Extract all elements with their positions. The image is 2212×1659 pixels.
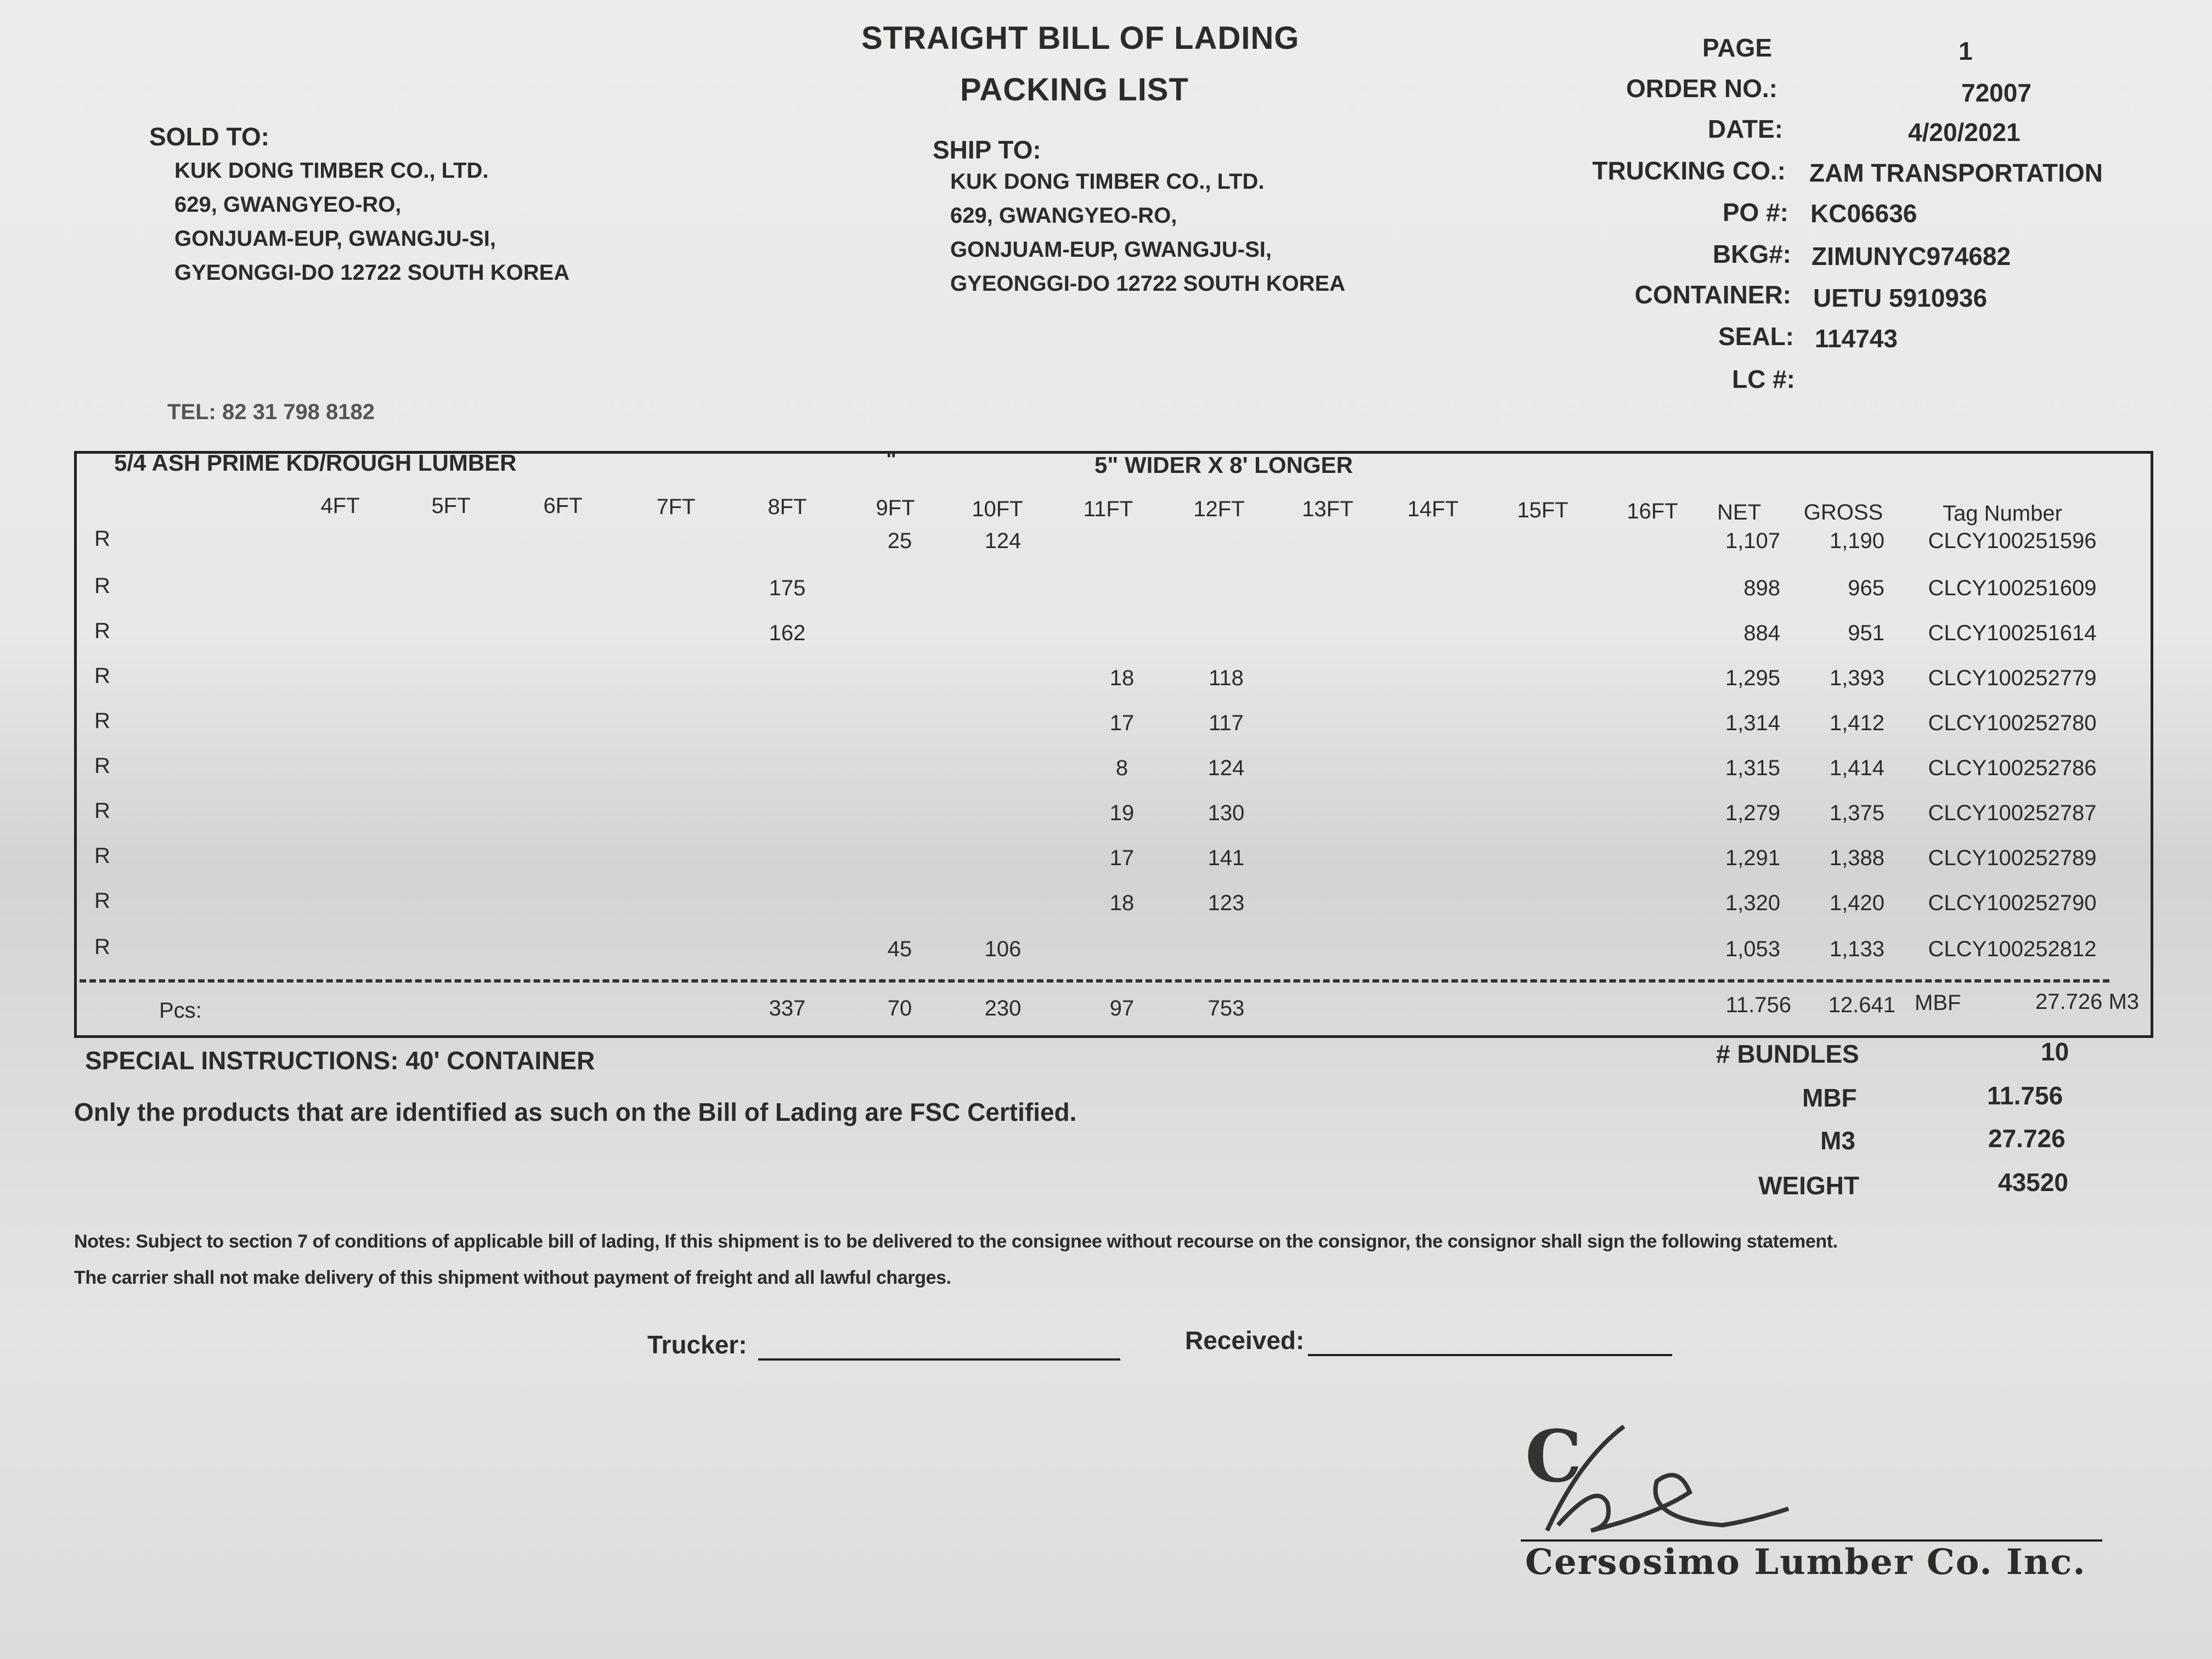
row-cell-c9: 25 [887, 529, 912, 553]
row-cell-c11: 18 [1109, 666, 1135, 690]
col-header-tag-number: Tag Number [1943, 501, 2062, 526]
quote-mark: " [886, 448, 896, 472]
total-11ft: 97 [1109, 996, 1135, 1020]
sold-to-address [174, 154, 569, 290]
total-12ft: 753 [1207, 996, 1245, 1020]
total-unit: MBF [1915, 991, 1961, 1015]
row-grade: R [94, 799, 110, 823]
page-value: 1 [1959, 37, 1973, 65]
sold-to-label: SOLD TO: [149, 122, 269, 151]
row-grade: R [94, 754, 110, 778]
ship-to-line: 629, GWANGYEO-RO, [950, 204, 1177, 228]
received-label: Received: [1185, 1326, 1305, 1355]
lc-label: LC #: [1732, 365, 1795, 393]
row-cell-net: 898 [1743, 576, 1780, 600]
trucking-co-label: TRUCKING CO.: [1592, 156, 1786, 185]
row-cell-gross: 1,190 [1829, 529, 1884, 553]
trucker-label: Trucker: [647, 1330, 747, 1359]
row-cell-c11: 17 [1109, 711, 1135, 735]
row-grade: R [94, 619, 110, 643]
row-cell-tag: CLCY100252790 [1928, 891, 2097, 915]
pcs-label: Pcs: [159, 998, 202, 1023]
bundles-label: # BUNDLES [1716, 1040, 1859, 1068]
row-cell-tag: CLCY100252779 [1928, 666, 2097, 690]
special-instructions: SPECIAL INSTRUCTIONS: 40' CONTAINER [85, 1046, 595, 1075]
date-value: 4/20/2021 [1908, 118, 2021, 146]
row-cell-tag: CLCY100252789 [1928, 846, 2097, 870]
row-cell-gross: 965 [1848, 576, 1884, 600]
row-cell-gross: 1,133 [1829, 937, 1884, 961]
received-signature-line [1308, 1354, 1672, 1356]
row-cell-c8: 175 [769, 576, 806, 600]
bkg-label: BKG#: [1712, 240, 1791, 268]
row-cell-gross: 1,420 [1829, 891, 1884, 915]
col-header-7ft: 7FT [656, 495, 696, 519]
row-cell-gross: 1,412 [1829, 711, 1884, 735]
row-cell-net: 1,291 [1725, 846, 1780, 870]
row-cell-net: 1,314 [1725, 711, 1780, 735]
container-label: CONTAINER: [1634, 280, 1791, 309]
bkg-value: ZIMUNYC974682 [1812, 242, 2011, 270]
row-cell-c11: 8 [1115, 756, 1128, 780]
row-cell-gross: 951 [1848, 621, 1884, 645]
row-cell-net: 884 [1743, 621, 1780, 645]
col-header-8ft: 8FT [768, 495, 807, 519]
row-cell-c8: 162 [769, 621, 806, 645]
col-header-9ft: 9FT [876, 496, 915, 520]
row-cell-c9: 45 [887, 937, 912, 961]
m3-label: M3 [1820, 1126, 1855, 1155]
row-grade: R [94, 527, 110, 551]
row-grade: R [94, 574, 110, 598]
row-cell-gross: 1,375 [1829, 801, 1884, 825]
row-cell-c12: 117 [1209, 711, 1244, 735]
row-cell-tag: CLCY100252787 [1928, 801, 2097, 825]
row-cell-c11: 17 [1109, 846, 1135, 870]
bundles-value: 10 [2041, 1037, 2069, 1066]
row-cell-tag: CLCY100252812 [1928, 937, 2097, 961]
row-cell-c10: 106 [984, 937, 1022, 961]
row-cell-c11: 18 [1109, 891, 1135, 915]
seal-value: 114743 [1815, 324, 1898, 353]
container-value: UETU 5910936 [1813, 284, 1988, 312]
col-header-14ft: 14FT [1407, 497, 1459, 521]
sold-to-line: GYEONGGI-DO 12722 SOUTH KOREA [174, 261, 570, 285]
product-spec: 5" WIDER X 8' LONGER [1094, 452, 1353, 478]
ship-to-line: GYEONGGI-DO 12722 SOUTH KOREA [950, 272, 1346, 296]
row-cell-tag: CLCY100252786 [1928, 756, 2097, 780]
company-logo-signature [1514, 1415, 1799, 1550]
page-label: PAGE [1702, 33, 1772, 62]
row-cell-tag: CLCY100252780 [1928, 711, 2097, 735]
row-cell-net: 1,107 [1725, 529, 1780, 553]
date-label: DATE: [1707, 115, 1783, 143]
row-cell-c12: 124 [1207, 756, 1245, 780]
row-cell-c12: 123 [1207, 891, 1245, 915]
col-header-4ft: 4FT [320, 494, 360, 518]
company-name: Cersosimo Lumber Co. Inc. [1525, 1542, 2086, 1583]
row-cell-tag: CLCY100251609 [1928, 576, 2097, 600]
sold-to-line: GONJUAM-EUP, GWANGJU-SI, [174, 227, 496, 251]
mbf-label: MBF [1802, 1084, 1857, 1112]
sold-to-line: 629, GWANGYEO-RO, [174, 193, 402, 217]
row-cell-c12: 118 [1209, 666, 1244, 690]
table-divider [80, 979, 2109, 983]
order-no-label: ORDER NO.: [1626, 74, 1778, 103]
row-cell-gross: 1,393 [1829, 666, 1884, 690]
notes-line-2: The carrier shall not make delivery of this shipment without payment of freight and all lawful charges. [74, 1267, 951, 1288]
document-title: STRAIGHT BILL OF LADING [861, 20, 1300, 56]
ship-to-line: KUK DONG TIMBER CO., LTD. [950, 170, 1265, 194]
seal-label: SEAL: [1718, 322, 1794, 351]
po-value: KC06636 [1810, 199, 1917, 228]
row-cell-net: 1,053 [1725, 937, 1780, 961]
weight-label: WEIGHT [1758, 1171, 1859, 1200]
ship-to-address [950, 165, 1345, 301]
row-grade: R [94, 709, 110, 733]
row-cell-gross: 1,388 [1829, 846, 1884, 870]
mbf-value: 11.756 [1987, 1081, 2063, 1110]
col-header-15ft: 15FT [1517, 498, 1568, 522]
row-grade: R [94, 844, 110, 868]
row-cell-gross: 1,414 [1829, 756, 1884, 780]
col-header-11ft: 11FT [1083, 497, 1133, 521]
row-cell-c11: 19 [1109, 801, 1135, 825]
total-8ft: 337 [769, 996, 806, 1020]
svg-text:C: C [1525, 1415, 1582, 1498]
total-m3: 27.726 M3 [2035, 990, 2140, 1014]
row-grade: R [94, 664, 110, 688]
col-header-16ft: 16FT [1627, 499, 1678, 523]
total-9ft: 70 [887, 996, 912, 1020]
col-header-12ft: 12FT [1193, 497, 1245, 521]
row-cell-c12: 141 [1207, 846, 1245, 870]
col-header-13ft: 13FT [1302, 497, 1353, 521]
row-cell-net: 1,279 [1725, 801, 1780, 825]
row-cell-tag: CLCY100251614 [1928, 621, 2097, 645]
col-header-net: NET [1717, 500, 1761, 524]
row-cell-net: 1,295 [1725, 666, 1780, 690]
total-10ft: 230 [984, 996, 1022, 1020]
col-header-gross: GROSS [1803, 500, 1883, 524]
sold-to-tel: TEL: 82 31 798 8182 [167, 400, 375, 424]
m3-value: 27.726 [1988, 1124, 2066, 1153]
row-cell-net: 1,315 [1725, 756, 1780, 780]
fsc-note: Only the products that are identified as such on the Bill of Lading are FSC Certified. [74, 1098, 1077, 1126]
order-no-value: 72007 [1961, 78, 2032, 107]
row-cell-net: 1,320 [1725, 891, 1780, 915]
product-description: 5/4 ASH PRIME KD/ROUGH LUMBER [114, 450, 517, 476]
total-gross: 12.641 [1828, 993, 1895, 1017]
po-label: PO #: [1722, 198, 1788, 227]
ship-to-line: GONJUAM-EUP, GWANGJU-SI, [950, 238, 1272, 262]
row-grade: R [94, 889, 110, 913]
trucker-signature-line [758, 1358, 1120, 1361]
row-cell-tag: CLCY100251596 [1928, 529, 2097, 553]
weight-value: 43520 [1998, 1168, 2068, 1197]
row-grade: R [94, 935, 110, 959]
document-subtitle: PACKING LIST [960, 72, 1189, 108]
col-header-5ft: 5FT [431, 494, 471, 518]
row-cell-c12: 130 [1207, 801, 1245, 825]
ship-to-label: SHIP TO: [933, 136, 1041, 164]
notes-line-1: Notes: Subject to section 7 of conditions of applicable bill of lading, If this shipment is to be delivered to the consignee without recourse on the consignor, the consignor shall sign the following statement. [74, 1231, 1838, 1252]
sold-to-line: KUK DONG TIMBER CO., LTD. [174, 159, 489, 183]
col-header-10ft: 10FT [972, 497, 1023, 521]
col-header-6ft: 6FT [543, 494, 583, 518]
trucking-co-value: ZAM TRANSPORTATION [1809, 159, 2103, 187]
row-cell-c10: 124 [984, 529, 1022, 553]
total-net: 11.756 [1725, 993, 1791, 1017]
